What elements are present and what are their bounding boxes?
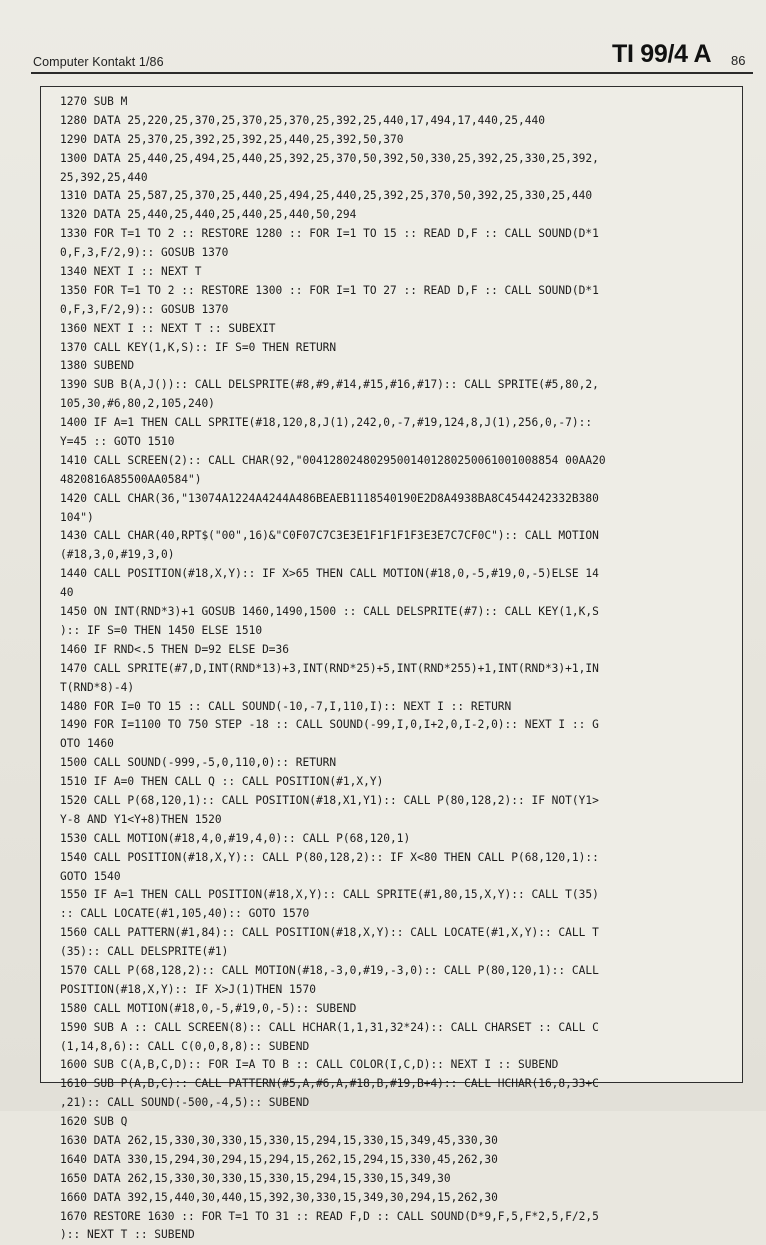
code-line: GOTO 1540	[60, 869, 121, 883]
page-title: TI 99/4 A	[612, 40, 712, 68]
code-line: ,21):: CALL SOUND(-500,-4,5):: SUBEND	[60, 1096, 310, 1110]
code-line: 105,30,#6,80,2,105,240)	[60, 397, 215, 411]
code-line: 1460 IF RND<.5 THEN D=92 ELSE D=36	[60, 642, 290, 656]
code-line: 104")	[60, 510, 94, 524]
code-line: 1470 CALL SPRITE(#7,D,INT(RND*13)+3,INT(RND*25)+5,INT(RND*255)+1,INT(RND*3)+1,IN	[60, 661, 599, 675]
code-line: 1390 SUB B(A,J()):: CALL DELSPRITE(#8,#9,#14,#15,#16,#17):: CALL SPRITE(#5,80,2,	[60, 378, 599, 392]
code-line: 1610 SUB P(A,B,C):: CALL PATTERN(#5,A,#6,A,#18,B,#19,B+4):: CALL HCHAR(16,8,33+C	[60, 1077, 599, 1091]
code-line: 1560 CALL PATTERN(#1,84):: CALL POSITION(#18,X,Y):: CALL LOCATE(#1,X,Y):: CALL T	[60, 926, 599, 940]
code-line: T(RND*8)-4)	[60, 680, 135, 694]
code-line: 1330 FOR T=1 TO 2 :: RESTORE 1280 :: FOR I=1 TO 15 :: READ D,F :: CALL SOUND(D*1	[60, 227, 599, 241]
code-line: 1650 DATA 262,15,330,30,330,15,330,15,294,15,330,15,349,30	[60, 1171, 451, 1185]
code-line: 1580 CALL MOTION(#18,0,-5,#19,0,-5):: SUBEND	[60, 1001, 357, 1015]
code-line: 1480 FOR I=0 TO 15 :: CALL SOUND(-10,-7,I,110,I):: NEXT I :: RETURN	[60, 699, 512, 713]
basic-code-listing	[60, 93, 736, 1245]
header-divider	[31, 72, 753, 74]
code-line: :: CALL LOCATE(#1,105,40):: GOTO 1570	[60, 907, 310, 921]
code-line: 1670 RESTORE 1630 :: FOR T=1 TO 31 :: READ F,D :: CALL SOUND(D*9,F,5,F*2,5,F/2,5	[60, 1209, 599, 1223]
code-line: 1600 SUB C(A,B,C,D):: FOR I=A TO B :: CALL COLOR(I,C,D):: NEXT I :: SUBEND	[60, 1058, 559, 1072]
code-line: Y-8 AND Y1<Y+8)THEN 1520	[60, 812, 222, 826]
code-line: 1420 CALL CHAR(36,"13074A1224A4244A486BEAEB1118540190E2D8A4938BA8C4544242332B380	[60, 491, 599, 505]
code-line: 1440 CALL POSITION(#18,X,Y):: IF X>65 THEN CALL MOTION(#18,0,-5,#19,0,-5)ELSE 14	[60, 567, 599, 581]
page-number: 86	[731, 53, 746, 68]
code-line: 1320 DATA 25,440,25,440,25,440,25,440,50,294	[60, 208, 357, 222]
code-line: 1340 NEXT I :: NEXT T	[60, 265, 202, 279]
code-line: POSITION(#18,X,Y):: IF X>J(1)THEN 1570	[60, 982, 316, 996]
code-line: 1520 CALL P(68,120,1):: CALL POSITION(#18,X1,Y1):: CALL P(80,128,2):: IF NOT(Y1>	[60, 793, 599, 807]
code-line: 25,392,25,440	[60, 170, 148, 184]
code-line: (#18,3,0,#19,3,0)	[60, 548, 175, 562]
code-line: 40	[60, 586, 74, 600]
code-line: Y=45 :: GOTO 1510	[60, 435, 175, 449]
code-line: 1290 DATA 25,370,25,392,25,392,25,440,25,392,50,370	[60, 132, 404, 146]
code-line: 1640 DATA 330,15,294,30,294,15,294,15,262,15,294,15,330,45,262,30	[60, 1152, 498, 1166]
code-line: 1660 DATA 392,15,440,30,440,15,392,30,330,15,349,30,294,15,262,30	[60, 1190, 498, 1204]
code-line: 1500 CALL SOUND(-999,-5,0,110,0):: RETURN	[60, 756, 337, 770]
code-line: (1,14,8,6):: CALL C(0,0,8,8):: SUBEND	[60, 1039, 310, 1053]
code-line: (35):: CALL DELSPRITE(#1)	[60, 945, 229, 959]
code-line: 1370 CALL KEY(1,K,S):: IF S=0 THEN RETURN	[60, 340, 337, 354]
code-line: 1300 DATA 25,440,25,494,25,440,25,392,25,370,50,392,50,330,25,392,25,330,25,392,	[60, 151, 599, 165]
code-line: 1280 DATA 25,220,25,370,25,370,25,370,25,392,25,440,17,494,17,440,25,440	[60, 113, 545, 127]
publication-name: Computer Kontakt 1/86	[33, 55, 164, 69]
code-line: 1450 ON INT(RND*3)+1 GOSUB 1460,1490,1500 :: CALL DELSPRITE(#7):: CALL KEY(1,K,S	[60, 605, 599, 619]
code-line: ):: NEXT T :: SUBEND	[60, 1228, 195, 1242]
code-line: 1410 CALL SCREEN(2):: CALL CHAR(92,"00412802480295001401280250061001008854 00AA20	[60, 453, 606, 467]
code-line: 1270 SUB M	[60, 95, 128, 108]
code-line: 1550 IF A=1 THEN CALL POSITION(#18,X,Y):: CALL SPRITE(#1,80,15,X,Y):: CALL T(35)	[60, 888, 599, 902]
code-line: 1360 NEXT I :: NEXT T :: SUBEXIT	[60, 321, 276, 335]
code-line: 1570 CALL P(68,128,2):: CALL MOTION(#18,-3,0,#19,-3,0):: CALL P(80,120,1):: CALL	[60, 963, 599, 977]
code-line: 1380 SUBEND	[60, 359, 135, 373]
code-line: 1490 FOR I=1100 TO 750 STEP -18 :: CALL SOUND(-99,I,0,I+2,0,I-2,0):: NEXT I :: G	[60, 718, 599, 732]
code-line: 1310 DATA 25,587,25,370,25,440,25,494,25,440,25,392,25,370,50,392,25,330,25,440	[60, 189, 593, 203]
code-line: 1590 SUB A :: CALL SCREEN(8):: CALL HCHAR(1,1,31,32*24):: CALL CHARSET :: CALL C	[60, 1020, 599, 1034]
code-line: 1540 CALL POSITION(#18,X,Y):: CALL P(80,128,2):: IF X<80 THEN CALL P(68,120,1)::	[60, 850, 599, 864]
code-line: 1400 IF A=1 THEN CALL SPRITE(#18,120,8,J(1),242,0,-7,#19,124,8,J(1),256,0,-7)::	[60, 416, 593, 430]
code-line: ):: IF S=0 THEN 1450 ELSE 1510	[60, 623, 263, 637]
code-line: 1510 IF A=0 THEN CALL Q :: CALL POSITION(#1,X,Y)	[60, 775, 384, 789]
code-line: 4820816A85500AA0584")	[60, 472, 202, 486]
code-line: 0,F,3,F/2,9):: GOSUB 1370	[60, 302, 229, 316]
code-line: 1350 FOR T=1 TO 2 :: RESTORE 1300 :: FOR I=1 TO 27 :: READ D,F :: CALL SOUND(D*1	[60, 283, 599, 297]
code-line: 0,F,3,F/2,9):: GOSUB 1370	[60, 246, 229, 260]
code-line: 1430 CALL CHAR(40,RPT$("00",16)&"C0F07C7C3E3E1F1F1F1F3E3E7C7CF0C"):: CALL MOTION	[60, 529, 599, 543]
code-line: OTO 1460	[60, 737, 114, 751]
code-line: 1530 CALL MOTION(#18,4,0,#19,4,0):: CALL P(68,120,1)	[60, 831, 411, 845]
code-line: 1620 SUB Q	[60, 1115, 128, 1129]
code-line: 1630 DATA 262,15,330,30,330,15,330,15,294,15,330,15,349,45,330,30	[60, 1133, 498, 1147]
